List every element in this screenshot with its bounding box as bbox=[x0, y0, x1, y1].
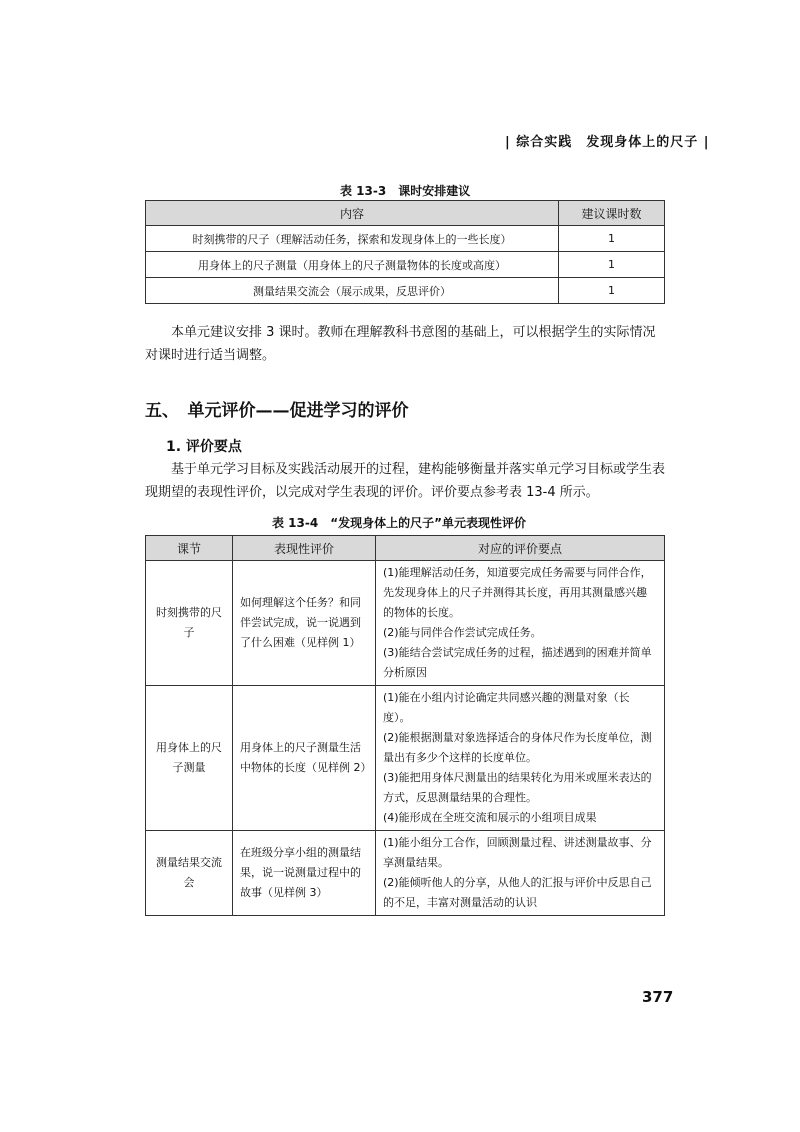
table-row bbox=[146, 686, 665, 831]
points-cell bbox=[376, 686, 665, 831]
table-row bbox=[146, 278, 665, 304]
table-header-row bbox=[146, 536, 665, 561]
table-cell: 用身体上的尺子测量（用身体上的尺子测量物体的长度或高度） bbox=[146, 252, 559, 278]
evaluation-table bbox=[145, 535, 665, 916]
table-header-cell: 建议课时数 bbox=[559, 201, 665, 226]
lesson-cell: 时刻携带的尺子 bbox=[146, 561, 233, 686]
subsection-title: 1. 评价要点 bbox=[166, 439, 242, 455]
table-row bbox=[146, 561, 665, 686]
evaluation-point: (1)能在小组内讨论确定共同感兴趣的测量对象（长度）。 bbox=[383, 691, 630, 724]
schedule-table bbox=[145, 200, 665, 304]
paragraph: 本单元建议安排 3 课时。教师在理解教科书意图的基础上，可以根据学生的实际情况对课时进行适当调整。 bbox=[145, 325, 656, 363]
table-row bbox=[146, 831, 665, 916]
evaluation-point: (2)能与同伴合作尝试完成任务。 bbox=[383, 626, 542, 639]
paragraph: 基于单元学习目标及实践活动展开的过程，建构能够衡量并落实单元学习目标或学生表现期望的表现性评价，以完成对学生表现的评价。评价要点参考表 13-4 所示。 bbox=[145, 462, 666, 500]
performance-cell: 在班级分享小组的测量结果，说一说测量过程中的故事（见样例 3） bbox=[233, 831, 376, 916]
table-cell: 1 bbox=[559, 226, 665, 252]
table-cell: 测量结果交流会（展示成果，反思评价） bbox=[146, 278, 559, 304]
table-header-cell: 对应的评价要点 bbox=[376, 536, 665, 561]
table-row bbox=[146, 226, 665, 252]
running-header: | 综合实践 发现身体上的尺子 | bbox=[505, 135, 710, 150]
section-title: 五、 单元评价——促进学习的评价 bbox=[145, 401, 409, 421]
performance-cell: 用身体上的尺子测量生活中物体的长度（见样例 2） bbox=[233, 686, 376, 831]
lesson-cell: 用身体上的尺子测量 bbox=[146, 686, 233, 831]
evaluation-point: (4)能形成在全班交流和展示的小组项目成果 bbox=[383, 811, 597, 824]
table-header-cell: 课节 bbox=[146, 536, 233, 561]
evaluation-point: (2)能根据测量对象选择适合的身体尺作为长度单位，测量出有多少个这样的长度单位。 bbox=[383, 731, 652, 764]
table-row bbox=[146, 252, 665, 278]
table-cell: 时刻携带的尺子（理解活动任务，探索和发现身体上的一些长度） bbox=[146, 226, 559, 252]
evaluation-point: (1)能理解活动任务，知道要完成任务需要与同伴合作，先发现身体上的尺子并测得其长度，再用其测量感兴趣的物体的长度。 bbox=[383, 566, 652, 619]
page-number: 377 bbox=[642, 988, 674, 1006]
evaluation-point: (1)能小组分工合作，回顾测量过程、讲述测量故事、分享测量结果。 bbox=[383, 836, 652, 869]
points-cell bbox=[376, 831, 665, 916]
lesson-cell: 测量结果交流会 bbox=[146, 831, 233, 916]
table2-caption: 表 13-4 “发现身体上的尺子”单元表现性评价 bbox=[272, 516, 526, 530]
table1-caption: 表 13-3 课时安排建议 bbox=[340, 184, 471, 198]
evaluation-point: (2)能倾听他人的分享，从他人的汇报与评价中反思自己的不足，丰富对测量活动的认识 bbox=[383, 876, 652, 909]
points-cell bbox=[376, 561, 665, 686]
table-header-cell: 表现性评价 bbox=[233, 536, 376, 561]
evaluation-point: (3)能结合尝试完成任务的过程，描述遇到的困难并简单分析原因 bbox=[383, 646, 652, 679]
table-header-row bbox=[146, 201, 665, 226]
table-header-cell: 内容 bbox=[146, 201, 559, 226]
table-cell: 1 bbox=[559, 278, 665, 304]
performance-cell: 如何理解这个任务？和同伴尝试完成，说一说遇到了什么困难（见样例 1） bbox=[233, 561, 376, 686]
evaluation-point: (3)能把用身体尺测量出的结果转化为用米或厘米表达的方式，反思测量结果的合理性。 bbox=[383, 771, 652, 804]
table-cell: 1 bbox=[559, 252, 665, 278]
